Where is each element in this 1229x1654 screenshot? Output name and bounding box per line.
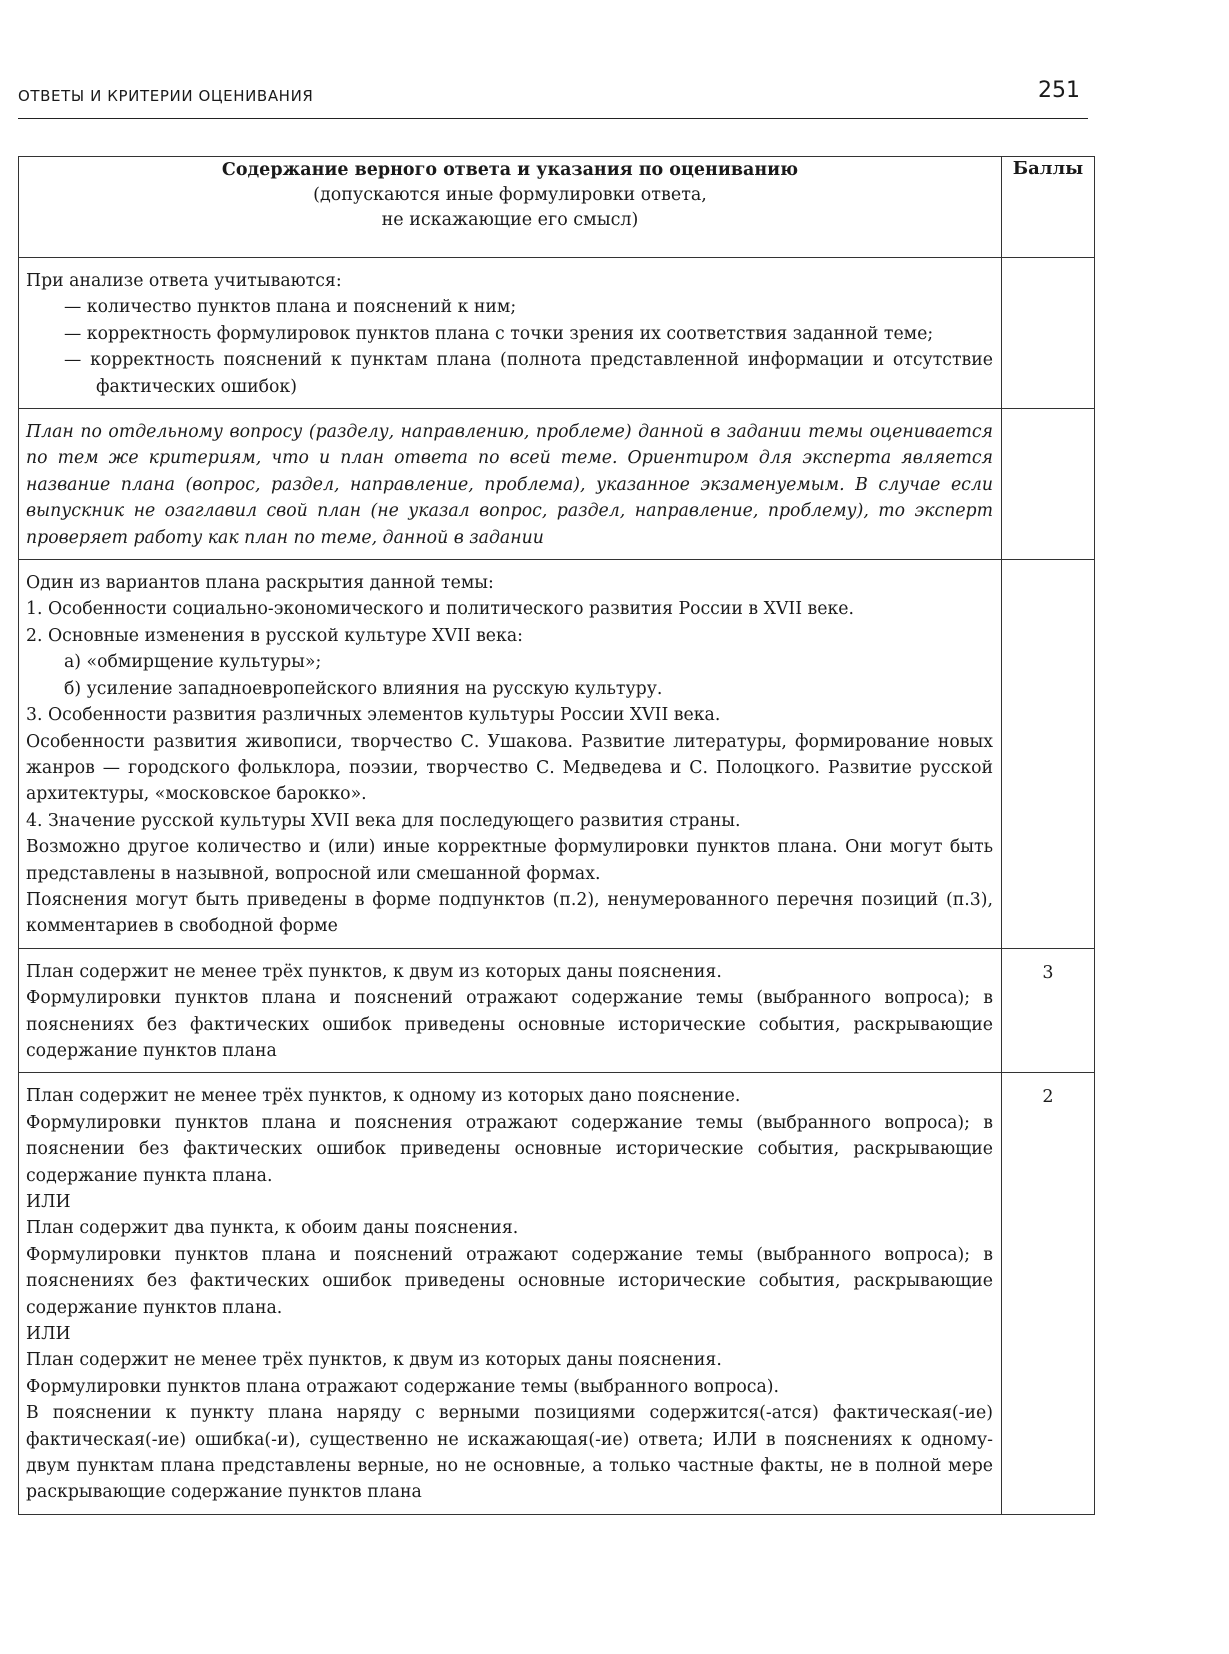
points-column-header: Баллы xyxy=(1002,157,1095,258)
plan-cell xyxy=(19,560,1002,949)
or-separator: ИЛИ xyxy=(26,1192,71,1212)
table-row xyxy=(19,1073,1095,1515)
plan-point-3-text: Особенности развития живописи, творчество С. Ушакова. Развитие литературы, формирование новых жанров — городского фольклора, поэзии, творчество С. Медведева и С. Полоцкого. Развитие русской архитектуры, «московское барокко». xyxy=(26,731,993,805)
criterion-2-line: Формулировки пунктов плана отражают содержание темы (выбранного вопроса). xyxy=(26,1376,780,1397)
table-header-row xyxy=(19,157,1095,258)
table-row xyxy=(19,258,1095,409)
analysis-cell xyxy=(19,258,1002,409)
or-separator: ИЛИ xyxy=(26,1324,71,1345)
plan-point-2: 2. Основные изменения в русской культуре XVII века: xyxy=(26,625,523,646)
points-value-3: 3 xyxy=(1002,948,1095,1073)
criterion-3-line: План содержит не менее трёх пунктов, к двум из которых даны пояснения. xyxy=(26,961,722,982)
plan-note-1: Возможно другое количество и (или) иные корректные формулировки пунктов плана. Они могут быть представлены в назывной, вопросной или смешанной формах. xyxy=(26,837,993,884)
header-title: Содержание верного ответа и указания по оцениванию xyxy=(221,160,799,180)
criterion-2-cell xyxy=(19,1073,1002,1515)
analysis-item: — количество пунктов плана и пояснений к ним; xyxy=(64,297,517,318)
criteria-table xyxy=(18,156,1095,1515)
table-row xyxy=(19,409,1095,560)
header-subtitle-1: (допускаются иные формулировки ответа, xyxy=(313,185,707,205)
points-value-2: 2 xyxy=(1002,1073,1095,1515)
plan-subpoint-a: а) «обмирщение культуры»; xyxy=(64,652,322,673)
plan-intro: Один из вариантов плана раскрытия данной темы: xyxy=(26,573,494,594)
criterion-2-line: Формулировки пунктов плана и пояснений отражают содержание темы (выбранного вопроса); в пояснениях без фактических ошибок приведены основные исторические события, раскрывающие содержание пунктов плана. xyxy=(26,1244,993,1318)
running-header xyxy=(18,78,1088,119)
points-cell-empty xyxy=(1002,560,1095,949)
criterion-2-line: В пояснении к пункту плана наряду с верными позициями содержится(-атся) фактическая(-ие) фактическая(-ие) ошибка(-и), существенно не искажающая(-ие) ответа; ИЛИ в пояснениях к одному-двум пунктам плана представлены верные, но не основные, а только частные факты, не в полной мере раскрывающие содержание пунктов плана xyxy=(26,1403,993,1503)
content-column-header xyxy=(19,157,1002,258)
criterion-2-line: План содержит два пункта, к обоим даны пояснения. xyxy=(26,1218,519,1239)
plan-note-2: Пояснения могут быть приведены в форме подпунктов (п.2), ненумерованного перечня позиций (п.3), комментариев в свободной форме xyxy=(26,889,993,937)
criterion-3-cell xyxy=(19,948,1002,1073)
criterion-2-line: Формулировки пунктов плана и пояснения отражают содержание темы (выбранного вопроса); в пояснении без фактических ошибок приведены основные исторические события, раскрывающие содержание пункта плана. xyxy=(26,1112,993,1186)
plan-point-3: 3. Особенности развития различных элементов культуры России XVII века. xyxy=(26,705,721,726)
plan-subpoint-b: б) усиление западноевропейского влияния на русскую культуру. xyxy=(64,678,663,699)
plan-point-4: 4. Значение русской культуры XVII века для последующего развития страны. xyxy=(26,810,741,831)
analysis-item: — корректность формулировок пунктов плана с точки зрения их соответствия заданной теме; xyxy=(64,323,934,344)
header-subtitle-2: не искажающие его смысл) xyxy=(381,210,639,230)
running-title: ОТВЕТЫ И КРИТЕРИИ ОЦЕНИВАНИЯ xyxy=(18,87,314,105)
table-row xyxy=(19,560,1095,949)
plan-point-1: 1. Особенности социально-экономического и политического развития России в XVII веке. xyxy=(26,599,855,620)
analysis-item: — корректность пояснений к пунктам плана (полнота представленной информации и отсутствие фактических ошибок) xyxy=(64,350,993,397)
page-number: 251 xyxy=(1038,78,1080,103)
note-cell: План по отдельному вопросу (разделу, направлению, проблеме) данной в задании темы оценивается по тем же критериям, что и план ответа по всей теме. Ориентиром для эксперта является название плана (вопрос, раздел, направление, проблема), указанное экзаменуемым. В случае если выпускник не озаглавил свой план (не указал вопрос, раздел, направление, проблему), то эксперт проверяет работу как план по теме, данной в задании xyxy=(19,409,1002,560)
criterion-2-line: План содержит не менее трёх пунктов, к одному из которых дано пояснение. xyxy=(26,1086,741,1107)
table-row xyxy=(19,948,1095,1073)
analysis-intro: При анализе ответа учитываются: xyxy=(26,271,342,291)
points-cell-empty xyxy=(1002,409,1095,560)
points-cell-empty xyxy=(1002,258,1095,409)
criterion-3-line: Формулировки пунктов плана и пояснений отражают содержание темы (выбранного вопроса); в пояснениях без фактических ошибок приведены основные исторические события, раскрывающие содержание пунктов плана xyxy=(26,988,993,1061)
criterion-2-line: План содержит не менее трёх пунктов, к двум из которых даны пояснения. xyxy=(26,1350,722,1371)
